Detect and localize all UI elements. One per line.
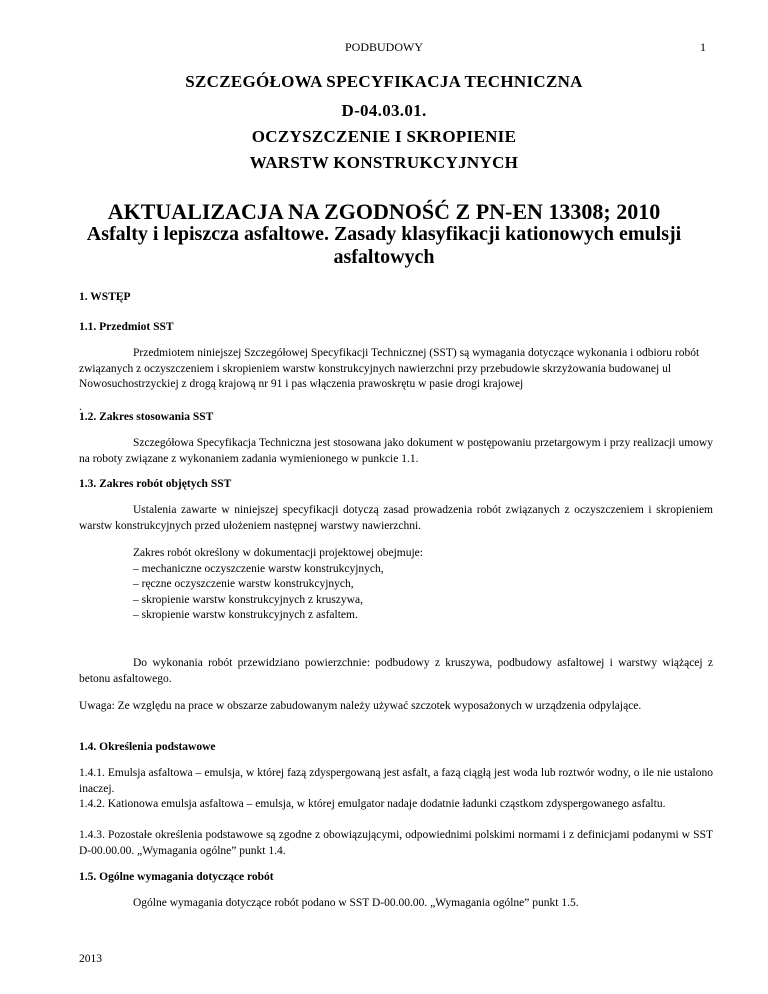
footer-year: 2013: [79, 953, 102, 965]
spec-title: SZCZEGÓŁOWA SPECYFIKACJA TECHNICZNA: [185, 72, 583, 91]
heading-ogolne-wymagania: 1.5. Ogólne wymagania dotyczące robót: [79, 871, 274, 883]
list-item: – skropienie warstw konstrukcyjnych z asfaltem.: [133, 609, 358, 621]
scope-list: [133, 546, 693, 624]
spec-code: D-04.03.01.: [341, 101, 427, 120]
update-subtitle-line2: asfaltowych: [333, 246, 435, 268]
paragraph-ogolne-wymagania: Ogólne wymagania dotyczące robót podano w SST D-00.00.00. „Wymagania ogólne” punkt 1.5.: [133, 897, 579, 909]
running-header: PODBUDOWY: [345, 40, 423, 54]
paragraph-note: Uwaga: Ze względu na prace w obszarze zabudowanym należy używać szczotek wyposażonych w urządzenia odpylające.: [79, 700, 642, 712]
update-subtitle-line1: Asfalty i lepiszcza asfaltowe. Zasady klasyfikacji kationowych emulsji: [86, 223, 682, 245]
definition-1-4-2: 1.4.2. Kationowa emulsja asfaltowa – emulsja, w której emulgator nadaje dodatnie ładunki cząstkom zdyspergowanego asfaltu.: [79, 798, 666, 810]
paragraph-zakres-stosowania: Szczegółowa Specyfikacja Techniczna jest stosowana jako dokument w postępowaniu przetargowym i przy realizacji umowy na roboty związane z wykonaniem zadania wymienionego w punkcie 1.1.: [79, 437, 713, 465]
heading-okreslenia: 1.4. Określenia podstawowe: [79, 741, 216, 753]
list-item: – ręczne oczyszczenie warstw konstrukcyjnych,: [133, 578, 354, 590]
heading-zakres-stosowania: 1.2. Zakres stosowania SST: [79, 411, 214, 423]
heading-przedmiot: 1.1. Przedmiot SST: [79, 321, 174, 333]
spec-subject-line2: WARSTW KONSTRUKCYJNYCH: [249, 153, 519, 172]
update-title: AKTUALIZACJA NA ZGODNOŚĆ Z PN-EN 13308; 2010: [107, 199, 661, 224]
definition-1-4-1: 1.4.1. Emulsja asfaltowa – emulsja, w której fazą zdyspergowaną jest asfalt, a fazą ciągłą jest woda lub roztwór wodny, o ile nie ustalono inaczej.: [79, 767, 713, 795]
paragraph-przedmiot: Przedmiotem niniejszej Szczegółowej Specyfikacji Technicznej (SST) są wymagania dotyczące wykonania i odbioru robót związanych z oczyszczeniem i skropieniem warstw konstrukcyjnych nawierzchni przy przebudowie skrzyżowania budowanej ul Nowosuchostrzyckiej z drogą krajową nr 91 i pas włączenia prawoskrętu w pasie drogi krajowej: [79, 347, 700, 390]
heading-zakres-robot: 1.3. Zakres robót objętych SST: [79, 478, 232, 490]
list-item: – mechaniczne oczyszczenie warstw konstrukcyjnych,: [133, 562, 384, 575]
list-item: – skropienie warstw konstrukcyjnych z kruszywa,: [133, 593, 363, 606]
paragraph-surfaces: Do wykonania robót przewidziano powierzchnie: podbudowy z kruszywa, podbudowy asfaltowej i warstwy wiążącej z betonu asfaltowego.: [79, 657, 713, 685]
paragraph-dot: .: [79, 401, 82, 413]
list-intro: Zakres robót określony w dokumentacji projektowej obejmuje:: [133, 547, 423, 559]
heading-wstep: 1. WSTĘP: [79, 291, 131, 303]
spec-subject-line1: OCZYSZCZENIE I SKROPIENIE: [251, 127, 517, 146]
definition-1-4-3: 1.4.3. Pozostałe określenia podstawowe są zgodne z obowiązującymi, odpowiednimi polskimi normami i z definicjami podanymi w SST D-00.00.00. „Wymagania ogólne” punkt 1.4.: [79, 829, 713, 857]
page-number: 1: [700, 40, 706, 54]
paragraph-zakres-robot: Ustalenia zawarte w niniejszej specyfikacji dotyczą zasad prowadzenia robót związanych z oczyszczeniem i skropieniem warstw konstrukcyjnych przed ułożeniem następnej warstwy nawierzchni.: [79, 504, 713, 532]
